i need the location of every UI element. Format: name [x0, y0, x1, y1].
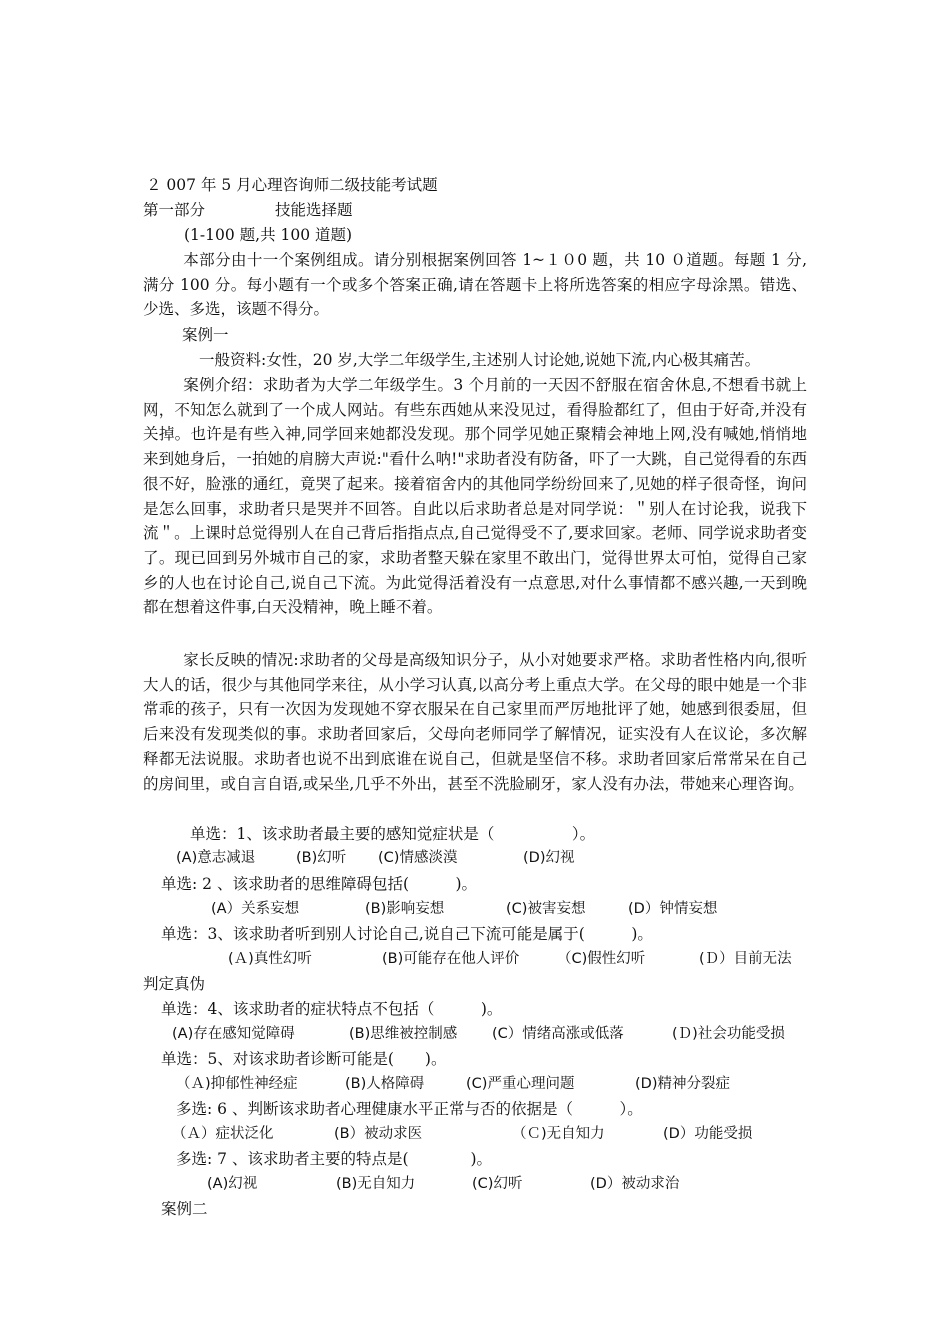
section-label: 第一部分	[143, 201, 206, 219]
case1-introduction: 案例介绍：求助者为大学二年级学生。3 个月前的一天因不舒服在宿舍休息,不想看书就上网，不知怎么就到了一个成人网站。有些东西她从来没见过，看得脸都红了，但由于好奇,并没有关掉。也许是有些入神,同学回来她都没发现。那个同学见她正聚精会神地上网,没有喊她,悄悄地来到她身后，一拍她的肩膀大声说:"看什么呐!"求助者没有防备，吓了一大跳，自己觉得看的东西很不好，脸涨的通红，竟哭了起来。接着宿舍内的其他同学纷纷回来了,见她的样子很奇怪，询问是怎么回事，求助者只是哭并不回答。自此以后求助者总是对同学说：＂别人在讨论我，说我下流＂。上课时总觉得别人在自己背后指指点点,自己觉得受不了,要求回家。老师、同学说求助者变了。现已回到另外城市自己的家，求助者整天躲在家里不敢出门，觉得世界太可怕，觉得自己家乡的人也在讨论自己,说自己下流。为此觉得活着没有一点意思,对什么事情都不感兴趣,一天到晚都在想着这件事,白天没精神，晚上睡不着。	[143, 376, 807, 617]
question-5-stem: 单选：5、对该求助者诊断可能是( )。	[161, 1050, 447, 1068]
question-7-option-a: (A)幻视	[207, 1176, 258, 1192]
doc-title: ２ 007 年 5 月心理咨询师二级技能考试题	[146, 176, 438, 194]
question-2-option-a: (A）关系妄想	[211, 901, 300, 917]
question-4-stem: 单选：4、该求助者的症状特点不包括（ )。	[161, 1000, 503, 1018]
question-7-option-d: (D）被动求治	[590, 1176, 680, 1192]
question-7-stem: 多选: 7 、该求助者主要的特点是( )。	[176, 1150, 493, 1168]
question-5-option-a: （Ａ)抑郁性神经症	[176, 1076, 298, 1092]
question-6-option-c: （Ｃ)无自知力	[512, 1126, 605, 1142]
question-5-option-b: (B)人格障碍	[345, 1076, 425, 1092]
question-3-option-c: （C)假性幻听	[557, 951, 646, 967]
question-4-option-d: (Ｄ)社会功能受损	[672, 1026, 785, 1042]
question-6-option-b: (B）被动求医	[334, 1126, 423, 1142]
question-range: (1-100 题,共 100 道题)	[184, 226, 353, 244]
question-3-option-d: (Ｄ）目前无法	[699, 951, 792, 967]
case1-parent-report: 家长反映的情况:求助者的父母是高级知识分子，从小对她要求严格。求助者性格内向,很听大人的话，很少与其他同学来往，从小学习认真,以高分考上重点大学。在父母的眼中她是一个非常乖的孩子，只有一次因为发现她不穿衣服呆在自己家里而严厉地批评了她，她感到很委屈，但后来没有发现类似的事。求助者回家后，父母向老师同学了解情况，证实没有人在议论，多次解释都无法说服。求助者也说不出到底谁在说自己，但就是坚信不移。求助者回家后常常呆在自己的房间里，或自言自语,或呆坐,几乎不外出，甚至不洗脸刷牙，家人没有办法，带她来心理咨询。	[143, 651, 807, 793]
question-3-option-b: (B)可能存在他人评价	[382, 951, 520, 967]
case2-heading: 案例二	[161, 1200, 208, 1218]
question-4-option-c: (C）情绪高涨或低落	[492, 1026, 624, 1042]
question-2-option-d: (D）钟情妄想	[628, 901, 718, 917]
question-5-option-c: (C)严重心理问题	[466, 1076, 575, 1092]
question-2-option-b: (B)影响妄想	[365, 901, 445, 917]
question-6-stem: 多选: 6 、判断该求助者心理健康水平正常与否的依据是（ ）。	[176, 1100, 643, 1118]
case1-general-info: 一般资料:女性，20 岁,大学二年级学生,主述别人讨论她,说她下流,内心极其痛苦。	[199, 351, 761, 369]
question-4-option-a: (A)存在感知觉障碍	[172, 1026, 295, 1042]
question-1-option-a: (A)意志减退	[176, 850, 256, 866]
question-1-stem: 单选：1、该求助者最主要的感知觉症状是（ ）。	[190, 825, 596, 843]
question-7-option-b: (B)无自知力	[336, 1176, 416, 1192]
case1-heading: 案例一	[182, 326, 229, 344]
question-3-option-a: (Ａ)真性幻听	[228, 951, 312, 967]
question-3-continuation: 判定真伪	[143, 975, 206, 993]
question-1-option-b: (B)幻听	[296, 850, 347, 866]
intro-paragraph: 本部分由十一个案例组成。请分别根据案例回答 1~１０0 题，共 10 ０道题。每题 1 分,满分 100 分。每小题有一个或多个答案正确,请在答题卡上将所选答案的相应字母涂黑。错选、少选、多选，该题不得分。	[143, 251, 807, 319]
section-name: 技能选择题	[275, 201, 353, 219]
question-7-option-c: (C)幻听	[472, 1176, 523, 1192]
question-6-option-d: (D）功能受损	[663, 1126, 753, 1142]
question-1-option-d: (D)幻视	[523, 850, 575, 866]
question-2-option-c: (C)被害妄想	[506, 901, 586, 917]
question-5-option-d: (D)精神分裂症	[635, 1076, 730, 1092]
question-2-stem: 单选: 2 、该求助者的思维障碍包括( )。	[161, 875, 478, 893]
question-1-option-c: (C)情感淡漠	[378, 850, 458, 866]
question-6-option-a: （Ａ）症状泛化	[172, 1126, 274, 1142]
question-4-option-b: (B)思维被控制感	[349, 1026, 458, 1042]
question-3-stem: 单选：3、该求助者听到别人讨论自己,说自己下流可能是属于( )。	[161, 925, 653, 943]
